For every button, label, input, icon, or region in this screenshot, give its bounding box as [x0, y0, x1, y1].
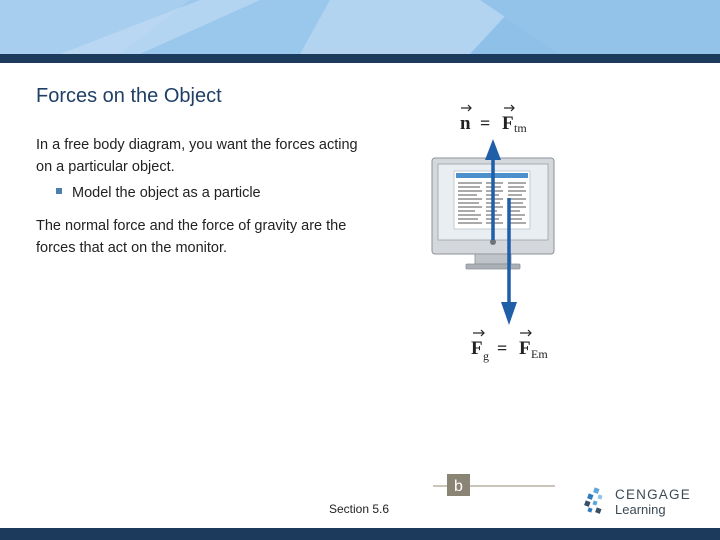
square-bullet-icon	[56, 188, 62, 194]
cengage-logo-icon	[584, 486, 610, 516]
banner-art	[0, 0, 720, 54]
bottom-equation	[471, 330, 548, 363]
top-equation	[460, 105, 527, 135]
panel-label	[433, 474, 555, 496]
free-body-figure	[425, 100, 585, 500]
top-banner	[0, 0, 720, 54]
logo-sub: Learning	[615, 502, 666, 517]
gravity-force-subscript: g	[483, 349, 489, 363]
bottom-equals: =	[497, 338, 508, 358]
cengage-logo	[584, 484, 694, 520]
section-label: Section 5.6	[329, 502, 390, 516]
panel-letter: b	[454, 478, 463, 495]
top-band	[0, 54, 720, 63]
bottom-band	[0, 528, 720, 540]
force-earth-monitor-symbol: F	[519, 338, 531, 359]
paragraph-free-body: In a free body diagram, you want the forces acting on a particular object.	[36, 137, 358, 175]
force-table-monitor-subscript: tm	[514, 121, 527, 135]
bullet-item	[56, 185, 261, 201]
normal-force-symbol: n	[460, 113, 471, 134]
bullet-text: Model the object as a particle	[72, 185, 261, 201]
top-equals: =	[480, 113, 491, 133]
slide-title: Forces on the Object	[36, 85, 222, 107]
figure-svg	[425, 100, 585, 500]
gravity-force-symbol: F	[471, 338, 483, 359]
force-earth-monitor-subscript: Em	[531, 347, 548, 361]
logo-word: CENGAGE	[615, 487, 691, 502]
paragraph-normal-force: The normal force and the force of gravity are the forces that act on the monitor.	[36, 218, 347, 256]
force-table-monitor-symbol: F	[502, 113, 514, 134]
